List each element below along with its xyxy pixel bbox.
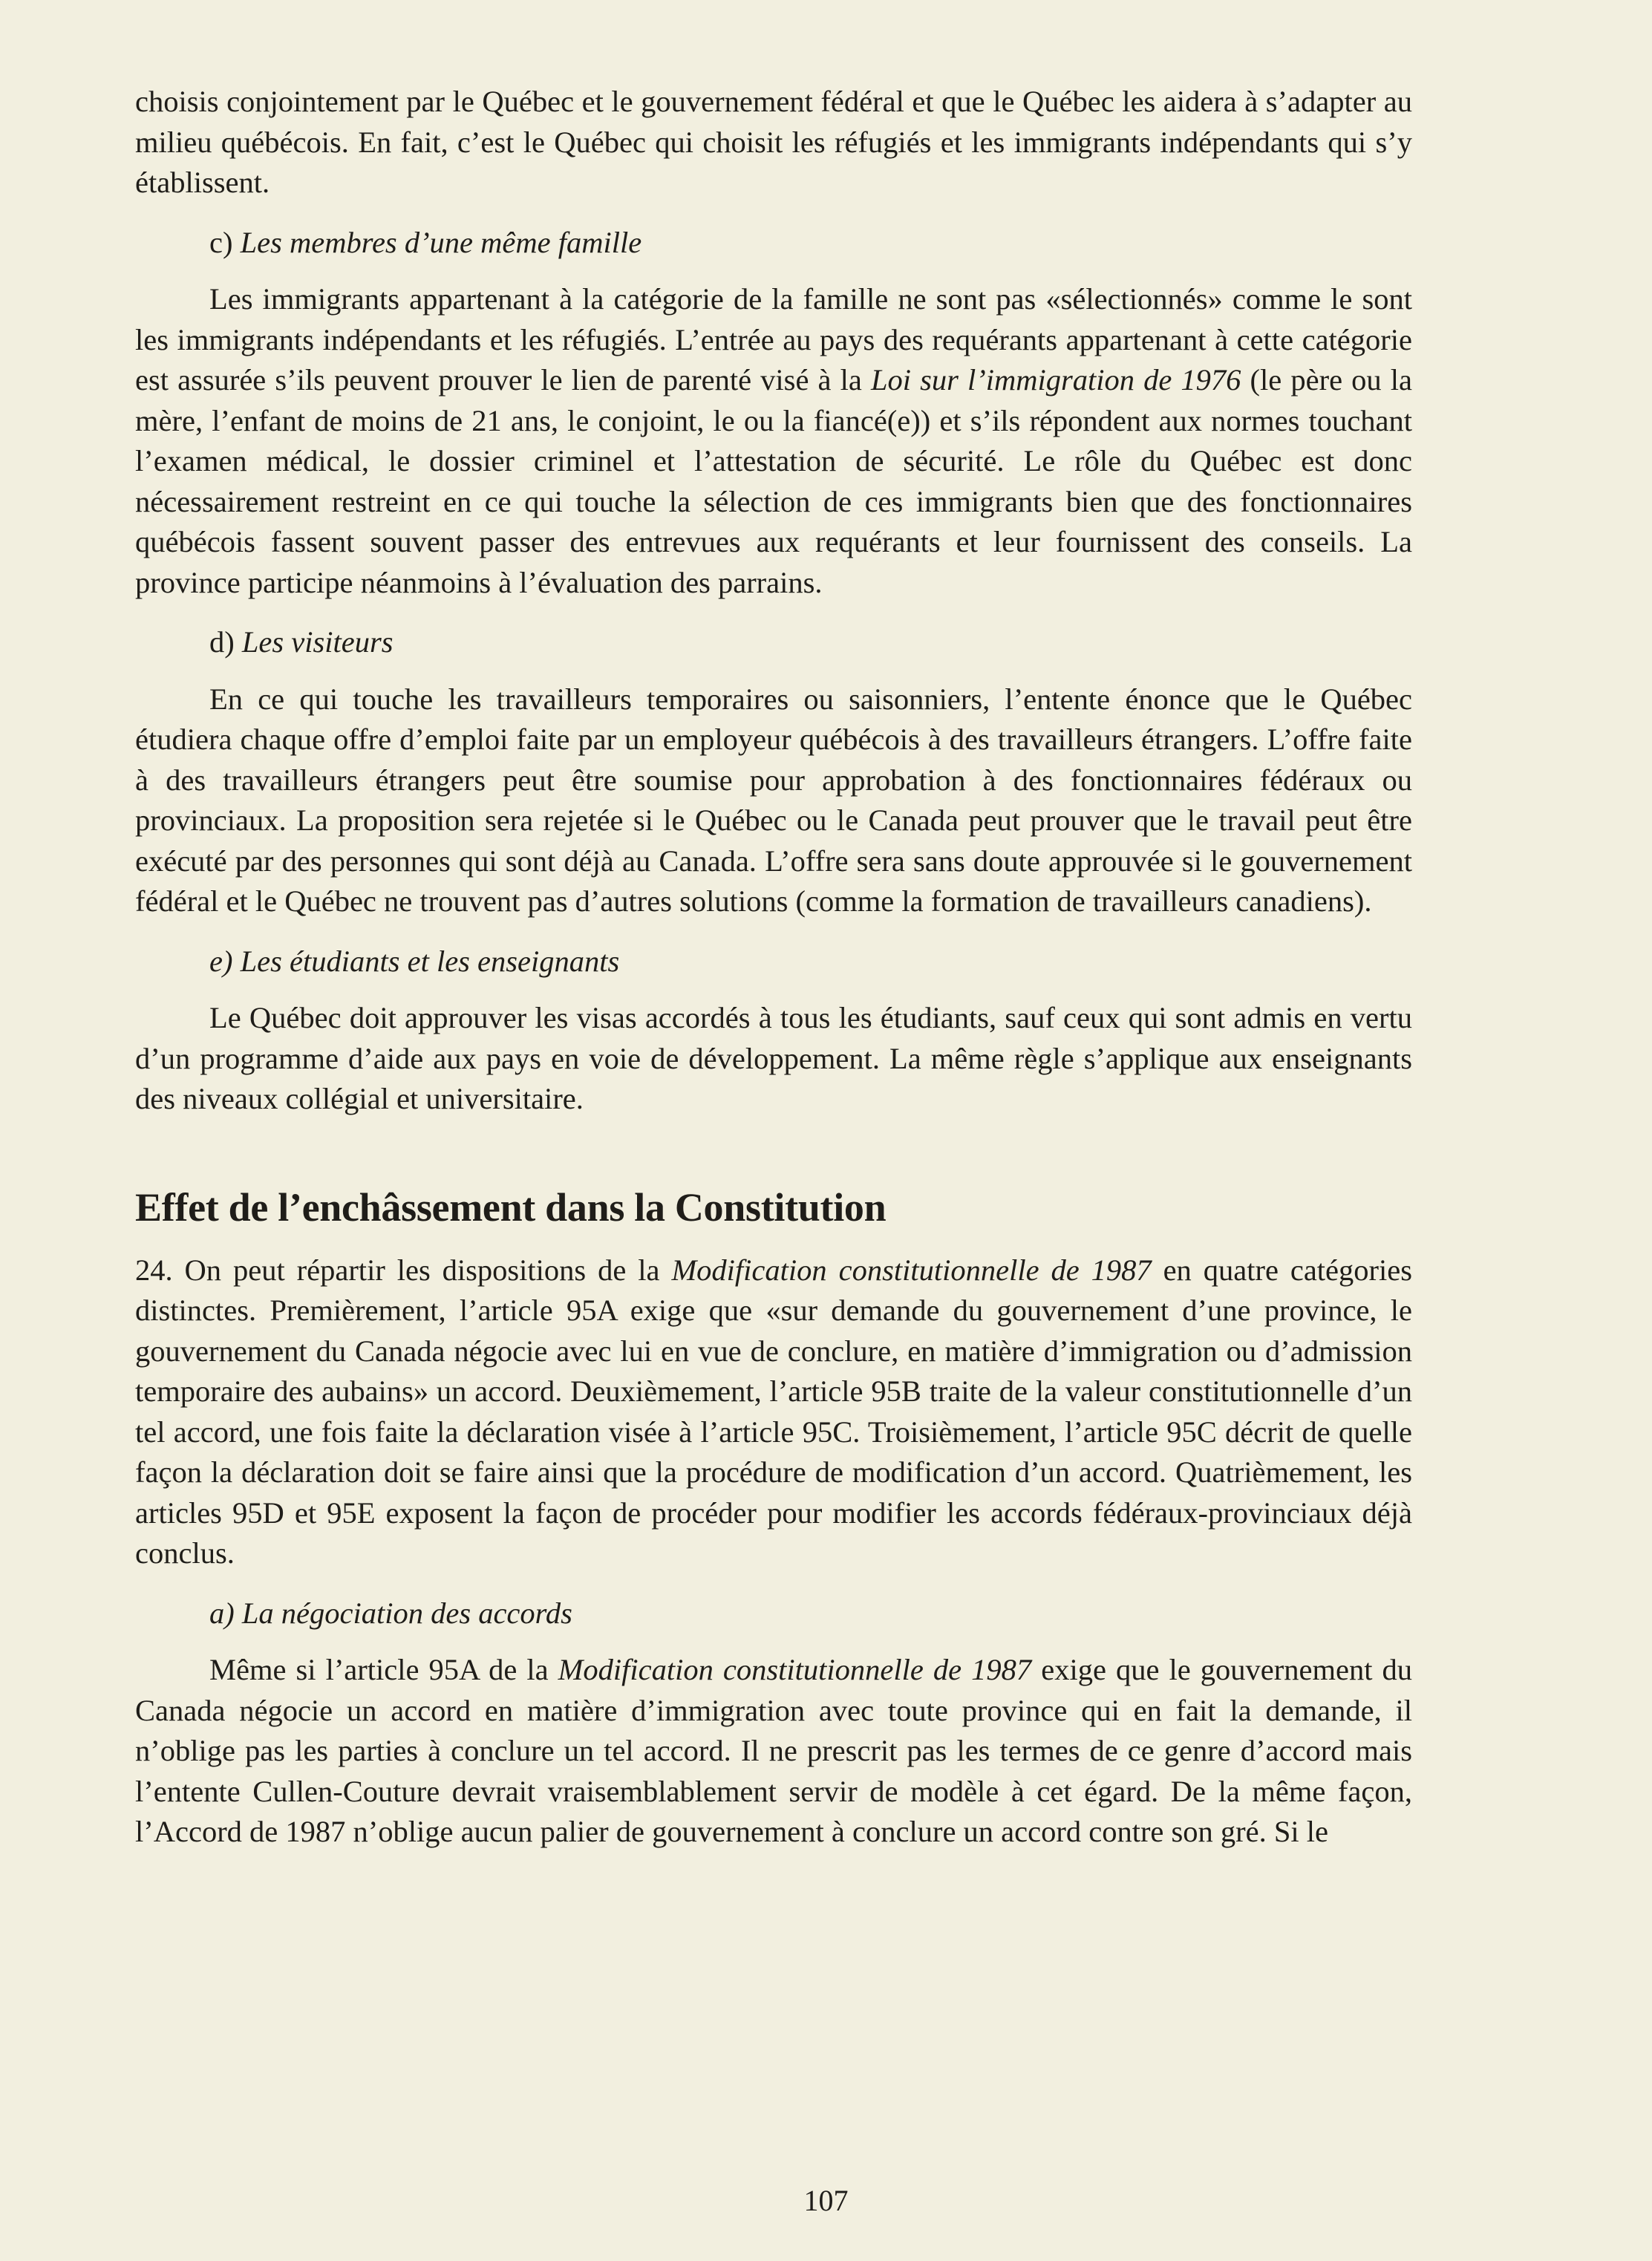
paragraph-intro: choisis conjointement par le Québec et le gouvernement fédéral et que le Québec les aidera à s’adapter au milieu québécois. En fait, c’est le Québec qui choisit les réfugiés et les immigrants indépendants qui s’y établissent.: [135, 85, 1412, 199]
paragraph-negotiation-text-1: Même si l’article 95A de la: [209, 1653, 558, 1686]
paragraph-students: Le Québec doit approuver les visas accordés à tous les étudiants, sauf ceux qui sont admis en vertu d’un programme d’aide aux pays en voie de développement. La même règle s’applique aux enseignants des niveaux collégial et universitaire.: [135, 1001, 1412, 1115]
paragraph-negotiation-law-title: Modification constitutionnelle de 1987: [558, 1653, 1032, 1686]
subheading-d-letter: d): [209, 625, 235, 659]
paragraph-24: [135, 1250, 1412, 1574]
subheading-c-title: Les membres d’une même famille: [240, 225, 642, 259]
paragraph-24-text-1: 24. On peut répartir les dispositions de la: [135, 1253, 672, 1287]
paragraph-24-text-2: en quatre catégories distinctes. Premièrement, l’article 95A exige que «sur demande du gouvernement d’une province, le gouvernement du Canada négocie avec lui en vue de conclure, en matière d’immigration ou d’admission temporaire des aubains» un accord. Deuxièmement, l’article 95B traite de la valeur constitutionnelle d’un tel accord, une fois faite la déclaration visée à l’article 95C. Troisièmement, l’article 95C décrit de quelle façon la déclaration doit se faire ainsi que la procédure de modification d’un accord. Quatrièmement, les articles 95D et 95E exposent la façon de procéder pour modifier les accords fédéraux-provinciaux déjà conclus.: [135, 1253, 1412, 1570]
subheading-c: [135, 223, 1412, 264]
paragraph-family-text-1: Les immigrants appartenant à la catégorie de la famille ne sont pas «sélectionnés» comme le sont les immigrants indépendants et les réfugiés. L’entrée au pays des requérants appartenant à cette catégorie est assurée s’ils peuvent prouver le lien de parenté visé à la: [135, 282, 1412, 397]
subheading-c-letter: c): [209, 225, 233, 259]
subheading-a-title: a) La négociation des accords: [209, 1596, 572, 1630]
subheading-a: [135, 1593, 1412, 1634]
paragraph-family-law-title: Loi sur l’immigration de 1976: [870, 363, 1241, 397]
paragraph-negotiation-text-2: exige que le gouvernement du Canada négocie un accord en matière d’immigration avec toute province qui en fait la demande, il n’oblige pas les parties à conclure un tel accord. Il ne prescrit pas les termes de ce genre d’accord mais l’entente Cullen-Couture devrait vraisemblablement servir de modèle à cet égard. De la même façon, l’Accord de 1987 n’oblige aucun palier de gouvernement à conclure un accord contre son gré. Si le: [135, 1653, 1412, 1848]
paragraph-negotiation: [135, 1650, 1412, 1853]
page-body: [135, 82, 1412, 1853]
subheading-d: [135, 622, 1412, 663]
subheading-e: [135, 942, 1412, 982]
page-number: 107: [803, 2184, 849, 2217]
section-heading: Effet de l’enchâssement dans la Constitution: [135, 1184, 887, 1230]
paragraph-family: [135, 279, 1412, 603]
paragraph-family-text-2: (le père ou la mère, l’enfant de moins de 21 ans, le conjoint, le ou la fiancé(e)) et s’ils répondent aux normes touchant l’examen médical, le dossier criminel et l’attestation de sécurité. Le rôle du Québec est donc nécessairement restreint en ce qui touche la sélection de ces immigrants bien que des fonctionnaires québécois fassent souvent passer des entrevues aux requérants et leur fournissent des conseils. La province participe néanmoins à l’évaluation des parrains.: [135, 363, 1412, 599]
paragraph-visitors: En ce qui touche les travailleurs temporaires ou saisonniers, l’entente énonce que le Québec étudiera chaque offre d’emploi faite par un employeur québécois à des travailleurs étrangers. L’offre faite à des travailleurs étrangers peut être soumise pour approbation à des fonctionnaires fédéraux ou provinciaux. La proposition sera rejetée si le Québec ou le Canada peut prouver que le travail peut être exécuté par des personnes qui sont déjà au Canada. L’offre sera sans doute approuvée si le gouvernement fédéral et le Québec ne trouvent pas d’autres solutions (comme la formation de travailleurs canadiens).: [135, 682, 1412, 918]
subheading-d-title: Les visiteurs: [241, 625, 394, 659]
paragraph-24-law-title: Modification constitutionnelle de 1987: [671, 1253, 1152, 1287]
subheading-e-title: e) Les étudiants et les enseignants: [209, 944, 620, 978]
